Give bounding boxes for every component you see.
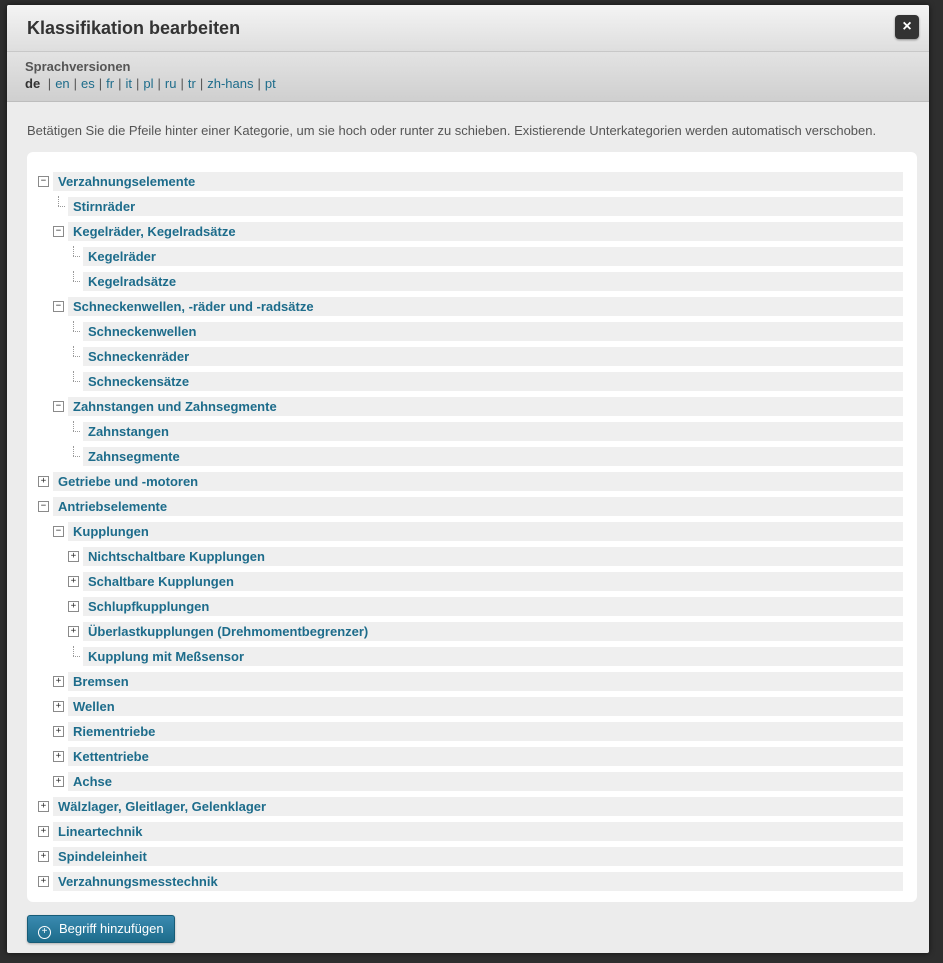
language-separator: | bbox=[98, 76, 103, 91]
add-term-button[interactable] bbox=[27, 915, 175, 943]
tree-item-label[interactable]: Verzahnungselemente bbox=[58, 174, 196, 189]
edit-classification-dialog bbox=[7, 5, 929, 953]
tree-connector bbox=[73, 256, 80, 257]
tree-item-label[interactable]: Verzahnungsmesstechnik bbox=[58, 874, 218, 889]
tree-item-label[interactable]: Wälzlager, Gleitlager, Gelenklager bbox=[58, 799, 267, 814]
add-term-label: Begriff hinzufügen bbox=[59, 921, 164, 936]
tree-item[interactable] bbox=[53, 847, 903, 866]
category-tree bbox=[27, 152, 917, 902]
tree-item-label[interactable]: Kettentriebe bbox=[73, 749, 149, 764]
language-separator: | bbox=[199, 76, 204, 91]
tree-item[interactable] bbox=[83, 347, 903, 366]
tree-item-label[interactable]: Spindeleinheit bbox=[58, 849, 147, 864]
tree-connector bbox=[73, 656, 80, 657]
language-link-en[interactable]: en bbox=[55, 76, 70, 91]
language-separator: | bbox=[180, 76, 184, 91]
language-link-pl[interactable]: pl bbox=[143, 76, 154, 91]
tree-item[interactable] bbox=[68, 772, 903, 791]
tree-connector bbox=[73, 331, 80, 332]
tree-connector bbox=[58, 206, 65, 207]
collapse-toggle-icon[interactable]: − bbox=[38, 176, 49, 187]
collapse-toggle-icon[interactable]: − bbox=[38, 501, 49, 512]
language-links bbox=[25, 76, 276, 91]
tree-item[interactable] bbox=[83, 322, 903, 341]
expand-toggle-icon[interactable]: + bbox=[68, 626, 79, 637]
language-separator: | bbox=[73, 76, 78, 91]
tree-item-label[interactable]: Wellen bbox=[73, 699, 115, 714]
tree-connector bbox=[73, 371, 74, 381]
expand-toggle-icon[interactable]: + bbox=[53, 751, 64, 762]
language-bar bbox=[7, 52, 929, 102]
dialog-titlebar bbox=[7, 5, 929, 52]
collapse-toggle-icon[interactable]: − bbox=[53, 226, 64, 237]
tree-connector bbox=[73, 446, 74, 456]
tree-item-label[interactable]: Zahnsegmente bbox=[88, 449, 180, 464]
language-link-fr[interactable]: fr bbox=[106, 76, 115, 91]
tree-connector bbox=[73, 646, 74, 656]
tree-connector bbox=[73, 431, 80, 432]
tree-item[interactable] bbox=[83, 247, 903, 266]
tree-connector bbox=[73, 346, 74, 356]
tree-item-label[interactable]: Schneckenräder bbox=[88, 349, 190, 364]
expand-toggle-icon[interactable]: + bbox=[38, 826, 49, 837]
tree-item[interactable] bbox=[68, 522, 903, 541]
tree-item-label[interactable]: Getriebe und -motoren bbox=[58, 474, 199, 489]
collapse-toggle-icon[interactable]: − bbox=[53, 401, 64, 412]
expand-toggle-icon[interactable]: + bbox=[68, 551, 79, 562]
tree-item[interactable] bbox=[83, 422, 903, 441]
language-current: de bbox=[25, 76, 41, 91]
tree-connector bbox=[73, 321, 74, 331]
tree-item[interactable] bbox=[83, 372, 903, 391]
plus-circle-icon: + bbox=[38, 926, 51, 939]
expand-toggle-icon[interactable]: + bbox=[38, 851, 49, 862]
tree-item-label[interactable]: Kupplung mit Meßsensor bbox=[88, 649, 244, 664]
tree-item-label[interactable]: Schaltbare Kupplungen bbox=[88, 574, 234, 589]
expand-toggle-icon[interactable]: + bbox=[53, 676, 64, 687]
tree-connector bbox=[73, 281, 80, 282]
tree-item[interactable] bbox=[68, 672, 903, 691]
tree-item-label[interactable]: Riementriebe bbox=[73, 724, 156, 739]
language-separator: | bbox=[157, 76, 161, 91]
tree-item[interactable] bbox=[83, 272, 903, 291]
tree-item[interactable] bbox=[83, 647, 903, 666]
tree-item[interactable] bbox=[68, 197, 903, 216]
tree-item-label[interactable]: Antriebselemente bbox=[58, 499, 168, 514]
language-separator: | bbox=[136, 76, 140, 91]
tree-item[interactable] bbox=[53, 822, 903, 841]
language-separator: | bbox=[257, 76, 261, 91]
tree-item-label[interactable]: Achse bbox=[73, 774, 113, 789]
tree-item[interactable] bbox=[68, 747, 903, 766]
tree-item[interactable] bbox=[83, 597, 903, 616]
dialog-title: Klassifikation bearbeiten bbox=[27, 18, 241, 38]
tree-item[interactable] bbox=[53, 797, 903, 816]
tree-item-label[interactable]: Schneckensätze bbox=[88, 374, 190, 389]
tree-item-label[interactable]: Schneckenwellen, -räder und -radsätze bbox=[73, 299, 314, 314]
tree-connector bbox=[73, 421, 74, 431]
tree-item[interactable] bbox=[83, 547, 903, 566]
tree-item-label[interactable]: Stirnräder bbox=[73, 199, 136, 214]
expand-toggle-icon[interactable]: + bbox=[38, 476, 49, 487]
tree-item-label[interactable]: Kupplungen bbox=[73, 524, 149, 539]
tree-item[interactable] bbox=[53, 472, 903, 491]
language-link-tr[interactable]: tr bbox=[187, 76, 196, 91]
instruction-text: Betätigen Sie die Pfeile hinter einer Kategorie, um sie hoch oder runter zu schieben. Existierende Unterkategorien werden automatisch verschoben. bbox=[27, 123, 877, 138]
tree-item[interactable] bbox=[53, 172, 903, 191]
close-button[interactable]: × bbox=[895, 15, 919, 39]
tree-item[interactable] bbox=[83, 447, 903, 466]
tree-item-label[interactable]: Lineartechnik bbox=[58, 824, 143, 839]
expand-toggle-icon[interactable]: + bbox=[68, 576, 79, 587]
tree-item[interactable] bbox=[68, 222, 903, 241]
tree-item-label[interactable]: Nichtschaltbare Kupplungen bbox=[88, 549, 265, 564]
tree-item-label[interactable]: Kegelradsätze bbox=[88, 274, 177, 289]
tree-connector bbox=[73, 381, 80, 382]
tree-item[interactable] bbox=[68, 397, 903, 416]
language-link-zh-hans[interactable]: zh-hans bbox=[207, 76, 254, 91]
tree-item-label[interactable]: Kegelräder bbox=[88, 249, 156, 264]
tree-item-label[interactable]: Kegelräder, Kegelradsätze bbox=[73, 224, 236, 239]
expand-toggle-icon[interactable]: + bbox=[53, 701, 64, 712]
tree-item-label[interactable]: Überlastkupplungen (Drehmomentbegrenzer) bbox=[88, 624, 369, 639]
tree-connector bbox=[73, 456, 80, 457]
tree-connector bbox=[58, 196, 59, 206]
language-link-pt[interactable]: pt bbox=[264, 76, 276, 91]
tree-item[interactable] bbox=[53, 872, 903, 891]
tree-connector bbox=[73, 246, 74, 256]
language-separator: | bbox=[118, 76, 122, 91]
tree-item[interactable] bbox=[53, 497, 903, 516]
language-link-ru[interactable]: ru bbox=[164, 76, 177, 91]
collapse-toggle-icon[interactable]: − bbox=[53, 301, 64, 312]
tree-item-label[interactable]: Zahnstangen und Zahnsegmente bbox=[73, 399, 277, 414]
expand-toggle-icon[interactable]: + bbox=[53, 726, 64, 737]
tree-item[interactable] bbox=[83, 622, 903, 641]
tree-item[interactable] bbox=[68, 697, 903, 716]
tree-item[interactable] bbox=[68, 722, 903, 741]
tree-item-label[interactable]: Zahnstangen bbox=[88, 424, 169, 439]
collapse-toggle-icon[interactable]: − bbox=[53, 526, 64, 537]
tree-item[interactable] bbox=[68, 297, 903, 316]
tree-item-label[interactable]: Schneckenwellen bbox=[88, 324, 197, 339]
tree-item-label[interactable]: Schlupfkupplungen bbox=[88, 599, 210, 614]
language-label: Sprachversionen bbox=[25, 59, 131, 74]
language-separator: | bbox=[47, 76, 52, 91]
tree-item-label[interactable]: Bremsen bbox=[73, 674, 129, 689]
tree-connector bbox=[73, 356, 80, 357]
expand-toggle-icon[interactable]: + bbox=[38, 801, 49, 812]
tree-item[interactable] bbox=[83, 572, 903, 591]
expand-toggle-icon[interactable]: + bbox=[38, 876, 49, 887]
expand-toggle-icon[interactable]: + bbox=[68, 601, 79, 612]
language-link-es[interactable]: es bbox=[81, 76, 95, 91]
tree-connector bbox=[73, 271, 74, 281]
language-link-it[interactable]: it bbox=[125, 76, 133, 91]
expand-toggle-icon[interactable]: + bbox=[53, 776, 64, 787]
